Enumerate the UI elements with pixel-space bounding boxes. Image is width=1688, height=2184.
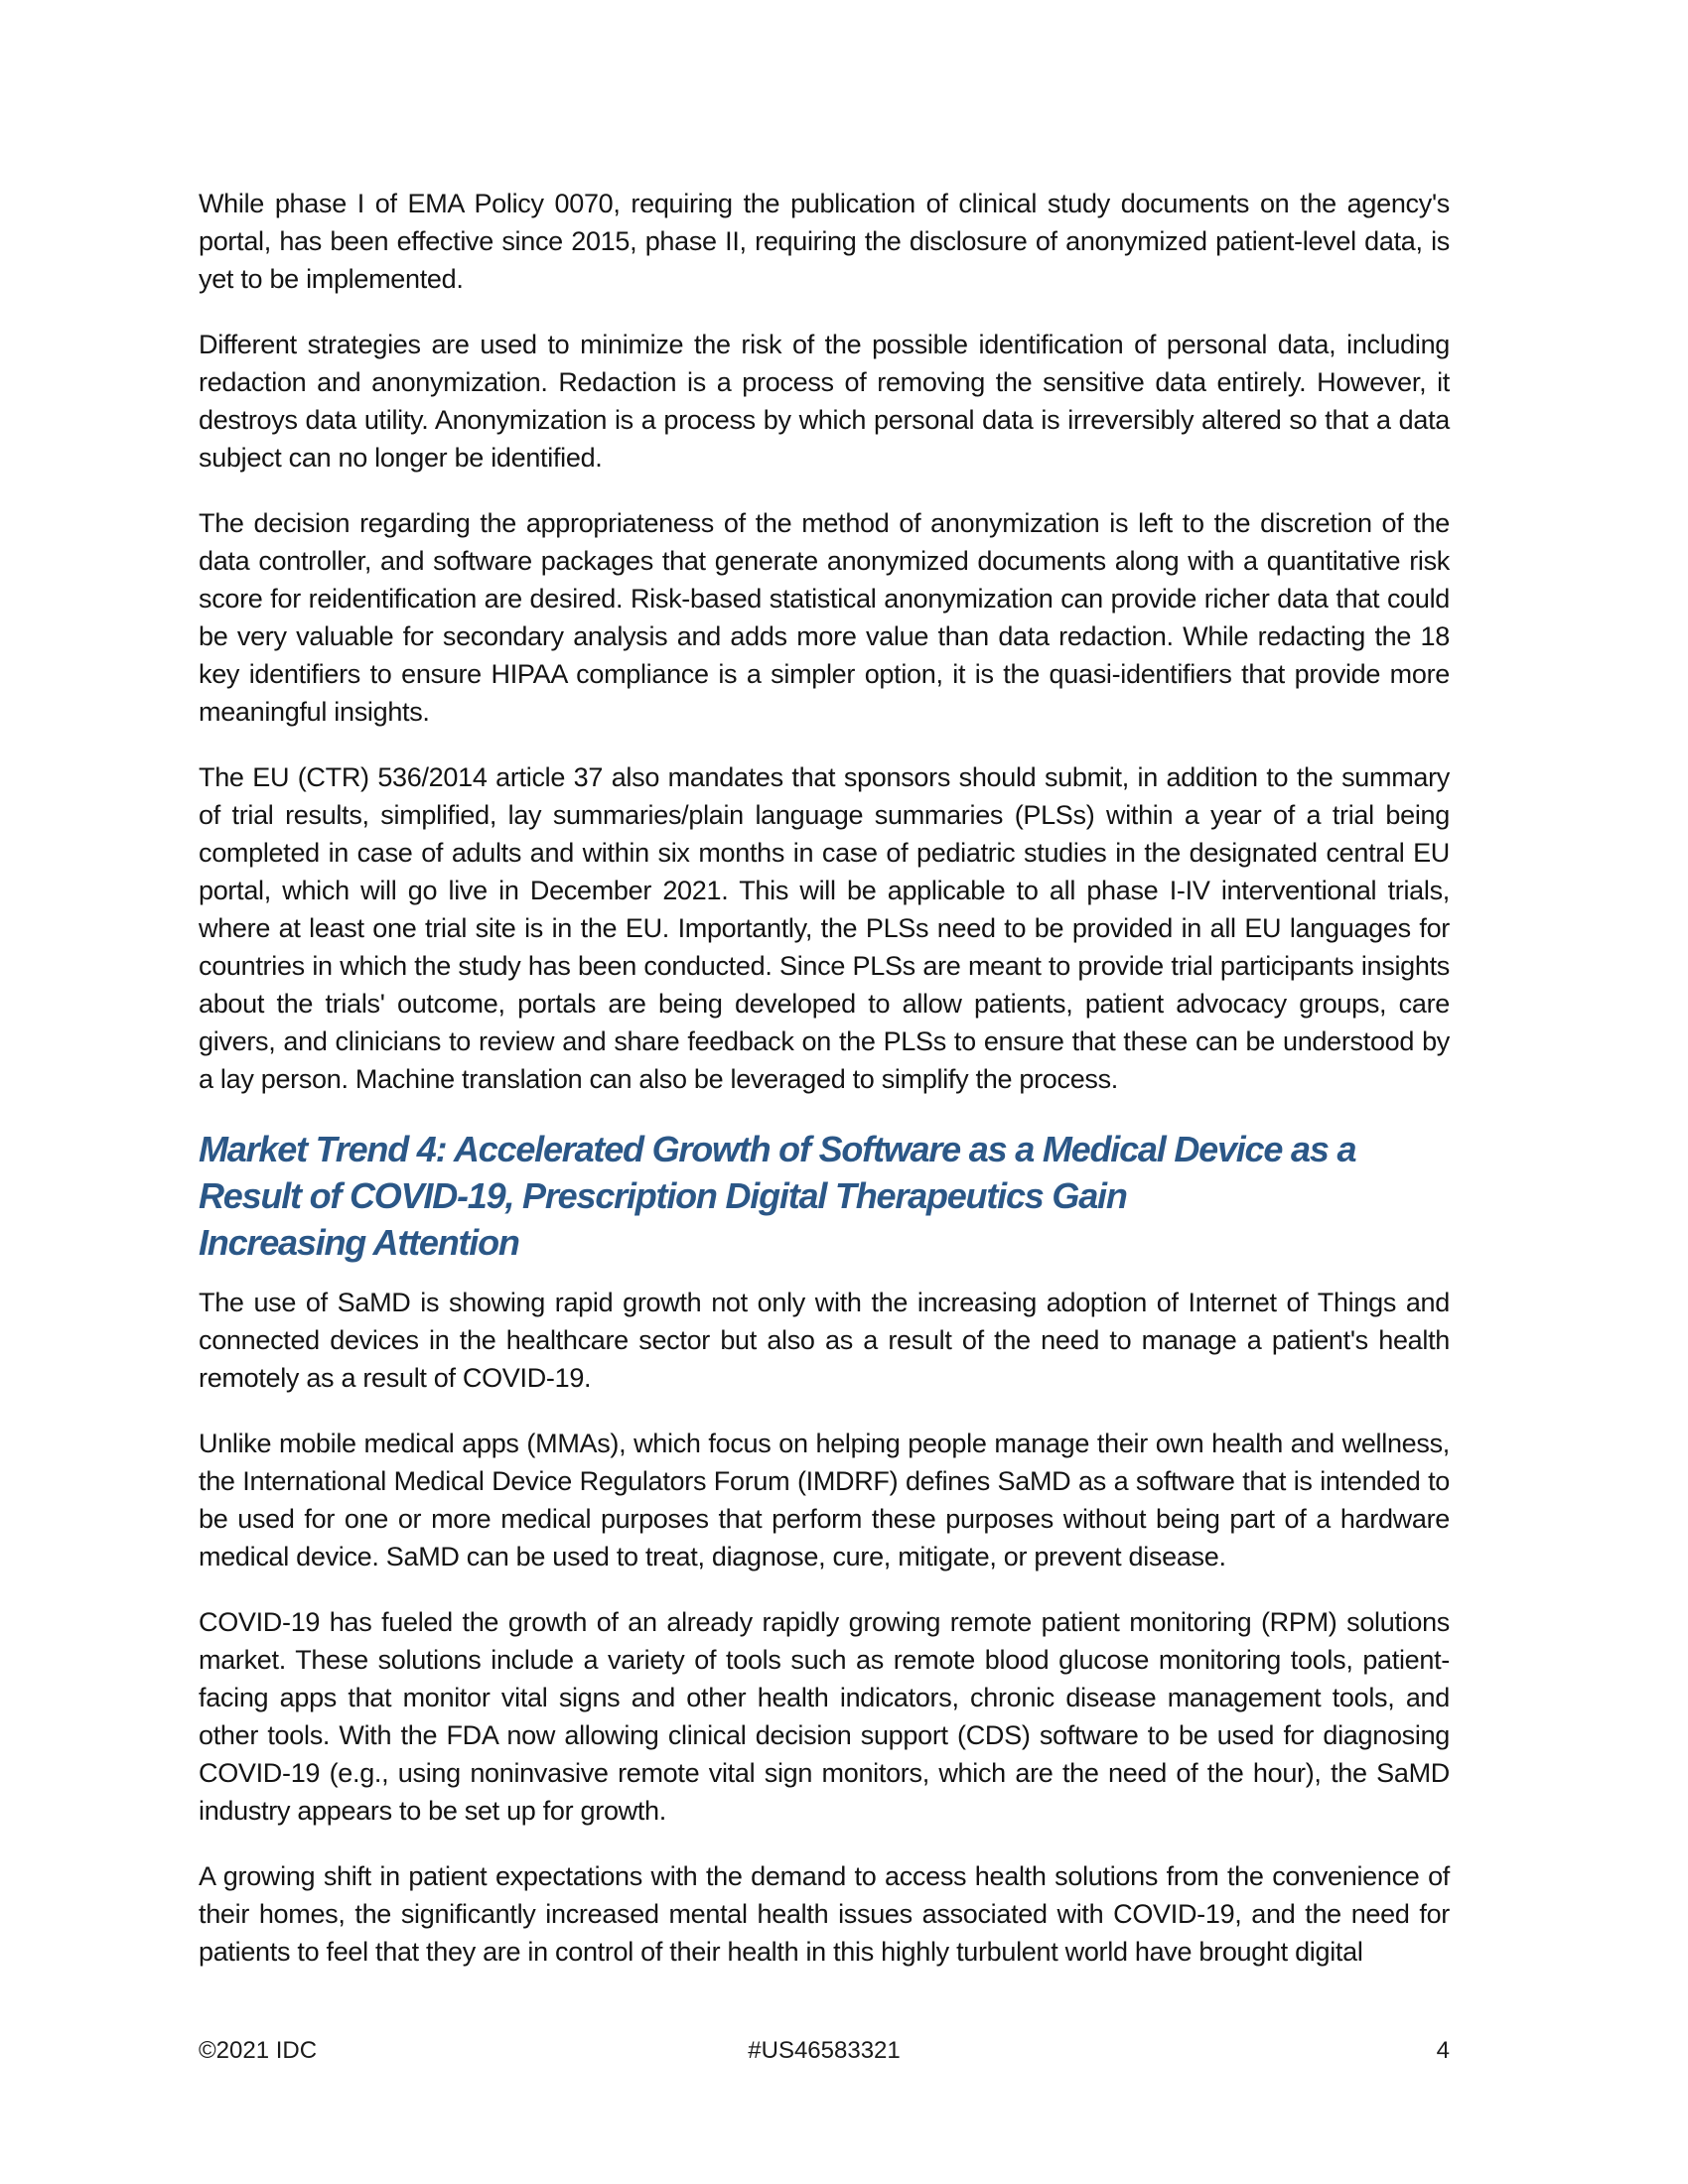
heading-line-2: Result of COVID-19, Prescription Digital Therapeutics Gain: [199, 1175, 1127, 1216]
page-footer: [199, 2037, 1450, 2065]
paragraph-data-controller: The decision regarding the appropriateness of the method of anonymization is left to the discretion of the data controller, and software packages that generate anonymized documents along with a quantitative risk score for reidentification are desired. Risk-based statistical anonymization can provide richer data that could be very valuable for secondary analysis and adds more value than data redaction. While redacting the 18 key identifiers to ensure HIPAA compliance is a simpler option, it is the quasi-identifiers that provide more meaningful insights.: [199, 508, 1450, 727]
paragraph-imdrf-definition: Unlike mobile medical apps (MMAs), which focus on helping people manage their own health and wellness, the International Medical Device Regulators Forum (IMDRF) defines SaMD as a software that is intended to be used for one or more medical purposes that perform these purposes without being part of a hardware medical device. SaMD can be used to treat, diagnose, cure, mitigate, or prevent disease.: [199, 1429, 1450, 1571]
footer-copyright: ©2021 IDC: [199, 2037, 318, 2064]
paragraph-patient-expectations: A growing shift in patient expectations with the demand to access health solutions from the convenience of their homes, the significantly increased mental health issues associated with COVID-19, and the need for patients to feel that they are in control of their health in this highly turbulent world have brought digital: [199, 1861, 1450, 1967]
paragraph-samd-growth: The use of SaMD is showing rapid growth not only with the increasing adoption of Internet of Things and connected devices in the healthcare sector but also as a result of the need to manage a patient's health remotely as a result of COVID-19.: [199, 1288, 1450, 1393]
section-heading-market-trend-4: [199, 1126, 1450, 1266]
heading-line-1: Market Trend 4: Accelerated Growth of Software as a Medical Device as a: [199, 1129, 1356, 1169]
heading-line-3: Increasing Attention: [199, 1222, 519, 1263]
footer-document-id: #US46583321: [748, 2037, 901, 2064]
paragraph-eu-ctr: The EU (CTR) 536/2014 article 37 also mandates that sponsors should submit, in addition to the summary of trial results, simplified, lay summaries/plain language summaries (PLSs) within a year of a trial being completed in case of adults and within six months in case of pediatric studies in the designated central EU portal, which will go live in December 2021. This will be applicable to all phase I-IV interventional trials, where at least one trial site is in the EU. Importantly, the PLSs need to be provided in all EU languages for countries in which the study has been conducted. Since PLSs are meant to provide trial participants insights about the trials' outcome, portals are being developed to allow patients, patient advocacy groups, care givers, and clinicians to review and share feedback on the PLSs to ensure that these can be understood by a lay person. Machine translation can also be leveraged to simplify the process.: [199, 762, 1450, 1094]
footer-page-number: 4: [1436, 2037, 1450, 2064]
paragraph-anonymization-strategies: Different strategies are used to minimize the risk of the possible identification of personal data, including redaction and anonymization. Redaction is a process of removing the sensitive data entirely. However, it destroys data utility. Anonymization is a process by which personal data is irreversibly altered so that a data subject can no longer be identified.: [199, 330, 1450, 473]
paragraph-covid-rpm: COVID-19 has fueled the growth of an already rapidly growing remote patient monitoring (RPM) solutions market. These solutions include a variety of tools such as remote blood glucose monitoring tools, patient-facing apps that monitor vital signs and other health indicators, chronic disease management tools, and other tools. With the FDA now allowing clinical decision support (CDS) software to be used for diagnosing COVID-19 (e.g., using noninvasive remote vital sign monitors, which are the need of the hour), the SaMD industry appears to be set up for growth.: [199, 1607, 1450, 1826]
page-body: [199, 185, 1450, 1998]
paragraph-ema-policy: While phase I of EMA Policy 0070, requiring the publication of clinical study documents on the agency's portal, has been effective since 2015, phase II, requiring the disclosure of anonymized patient-level data, is yet to be implemented.: [199, 189, 1450, 294]
